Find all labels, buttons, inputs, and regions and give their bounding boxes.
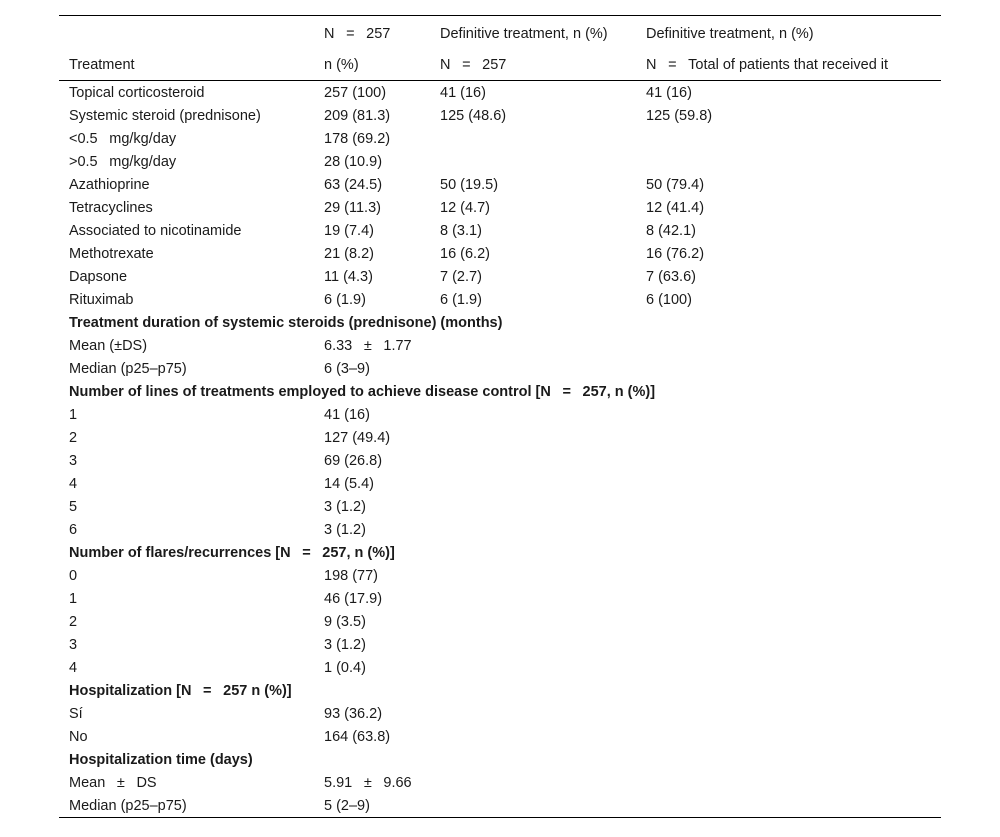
value-cell: 3 (1.2) [324,498,366,515]
section-label: Hospitalization time (days) [69,751,253,768]
value-cell: 127 (49.4) [324,429,391,446]
value-cell [430,357,636,380]
row-label-cell: 2 [69,429,78,446]
table-row [59,196,941,219]
table-header [59,16,941,81]
table-row [59,794,941,818]
header-row-2 [59,49,941,81]
value-cell [636,334,941,357]
table-row [59,702,941,725]
row-label-cell: Dapsone [69,268,128,285]
section-label: Number of flares/recurrences [N = 257, n (%)] [69,544,395,561]
table-row [59,725,941,748]
value-cell [430,633,636,656]
row-label-cell: 1 [69,590,78,607]
row-label-cell: 0 [69,567,78,584]
section-label: Treatment duration of systemic steroids (prednisone) (months) [69,314,503,331]
table-row [59,173,941,196]
value-cell: 41 (16) [324,406,370,423]
table-row [59,610,941,633]
row-label-cell: Associated to nicotinamide [69,222,242,239]
value-cell: 8 (3.1) [440,222,482,239]
table-row [59,219,941,242]
value-cell [430,334,636,357]
header-cell [59,16,314,50]
header-cell: Definitive treatment, n (%) [430,16,636,50]
value-cell [636,518,941,541]
value-cell [636,702,941,725]
value-cell: 8 (42.1) [646,222,696,239]
treatment-table-container [59,15,941,818]
header-cell: N = Total of patients that received it [636,49,941,81]
value-cell [430,702,636,725]
value-cell: 257 (100) [324,84,387,101]
value-cell: 29 (11.3) [324,199,381,216]
value-cell [636,771,941,794]
row-label-cell: <0.5 mg/kg/day [69,130,177,147]
table-row [59,495,941,518]
row-label-cell: No [69,728,88,745]
value-cell [636,426,941,449]
header-cell: N = 257 [430,49,636,81]
value-cell: 41 (16) [440,84,486,101]
header-cell: N = 257 [314,16,430,50]
table-row [59,633,941,656]
table-row [59,357,941,380]
row-label-cell: Methotrexate [69,245,154,262]
value-cell [636,127,941,150]
value-cell [430,771,636,794]
value-cell: 6 (1.9) [440,291,482,308]
value-cell [430,449,636,472]
table-row [59,403,941,426]
value-cell [430,403,636,426]
value-cell [430,472,636,495]
value-cell [430,495,636,518]
value-cell: 6.33 ± 1.77 [324,337,412,354]
value-cell: 1 (0.4) [324,659,366,676]
value-cell: 3 (1.2) [324,521,366,538]
row-label-cell: 4 [69,659,78,676]
row-label-cell: >0.5 mg/kg/day [69,153,177,170]
value-cell: 9 (3.5) [324,613,366,630]
table-row [59,472,941,495]
table-row [59,334,941,357]
table-row [59,265,941,288]
value-cell [430,127,636,150]
value-cell: 50 (19.5) [440,176,499,193]
header-cell: n (%) [314,49,430,81]
value-cell [636,403,941,426]
table-row [59,288,941,311]
row-label-cell: 1 [69,406,78,423]
value-cell: 21 (8.2) [324,245,374,262]
table-row [59,242,941,265]
section-header-row [59,748,941,771]
table-row [59,426,941,449]
table-row [59,150,941,173]
value-cell: 16 (76.2) [646,245,705,262]
row-label-cell: 6 [69,521,78,538]
row-label-cell: Topical corticosteroid [69,84,205,101]
table-row [59,127,941,150]
value-cell [636,449,941,472]
header-row-1 [59,16,941,50]
value-cell: 3 (1.2) [324,636,366,653]
value-cell: 12 (41.4) [646,199,705,216]
value-cell: 50 (79.4) [646,176,705,193]
value-cell: 6 (100) [646,291,692,308]
value-cell: 46 (17.9) [324,590,383,607]
value-cell [430,610,636,633]
row-label-cell: Median (p25–p75) [59,794,314,818]
value-cell: 41 (16) [646,84,692,101]
table-row [59,771,941,794]
value-cell [636,357,941,380]
table-row [59,104,941,127]
table-row [59,81,941,105]
value-cell: 93 (36.2) [324,705,383,722]
table-row [59,656,941,679]
row-label-cell: 2 [69,613,78,630]
row-label-cell: Sí [69,705,83,722]
section-header-row [59,380,941,403]
value-cell [430,564,636,587]
value-cell [636,610,941,633]
row-label-cell: Median (p25–p75) [69,360,187,377]
section-label: Number of lines of treatments employed to achieve disease control [N = 257, n (%)] [69,383,656,400]
section-header-row [59,679,941,702]
treatment-table [59,15,941,818]
row-label-cell: Mean (±DS) [69,337,148,354]
value-cell: 178 (69.2) [324,130,391,147]
value-cell: 7 (2.7) [440,268,482,285]
value-cell: 125 (48.6) [440,107,507,124]
row-label-cell: Rituximab [69,291,134,308]
value-cell: 19 (7.4) [324,222,374,239]
value-cell: 164 (63.8) [324,728,391,745]
value-cell [636,633,941,656]
value-cell [430,426,636,449]
value-cell: 16 (6.2) [440,245,490,262]
value-cell: 14 (5.4) [324,475,374,492]
value-cell [636,472,941,495]
value-cell [430,725,636,748]
header-cell: Treatment [59,49,314,81]
value-cell [430,794,636,818]
value-cell: 125 (59.8) [646,107,713,124]
value-cell [430,150,636,173]
table-row [59,449,941,472]
row-label-cell: 5 [69,498,78,515]
row-label-cell: 3 [69,636,78,653]
value-cell [430,587,636,610]
value-cell [636,725,941,748]
value-cell [636,564,941,587]
row-label-cell: 3 [69,452,78,469]
section-label: Hospitalization [N = 257 n (%)] [69,682,292,699]
value-cell: 198 (77) [324,567,379,584]
section-header-row [59,541,941,564]
table-row [59,587,941,610]
value-cell: 209 (81.3) [324,107,391,124]
value-cell: 6 (3–9) [324,360,370,377]
value-cell [636,495,941,518]
value-cell [636,656,941,679]
value-cell: 63 (24.5) [324,176,383,193]
value-cell [430,656,636,679]
value-cell: 6 (1.9) [324,291,366,308]
row-label-cell: Azathioprine [69,176,150,193]
section-header-row [59,311,941,334]
table-row [59,564,941,587]
value-cell: 7 (63.6) [646,268,696,285]
value-cell [636,587,941,610]
value-cell [430,518,636,541]
value-cell [636,150,941,173]
row-label-cell: 4 [69,475,78,492]
header-cell: Definitive treatment, n (%) [636,16,941,50]
value-cell [636,794,941,818]
table-row [59,518,941,541]
value-cell: 12 (4.7) [440,199,490,216]
row-label-cell: Mean ± DS [69,774,157,791]
value-cell: 28 (10.9) [324,153,383,170]
table-body [59,81,941,818]
value-cell: 5.91 ± 9.66 [324,774,412,791]
value-cell: 69 (26.8) [324,452,383,469]
row-label-cell: Tetracyclines [69,199,153,216]
row-label-cell: Systemic steroid (prednisone) [69,107,261,124]
value-cell: 5 (2–9) [314,794,430,818]
value-cell: 11 (4.3) [324,268,373,285]
